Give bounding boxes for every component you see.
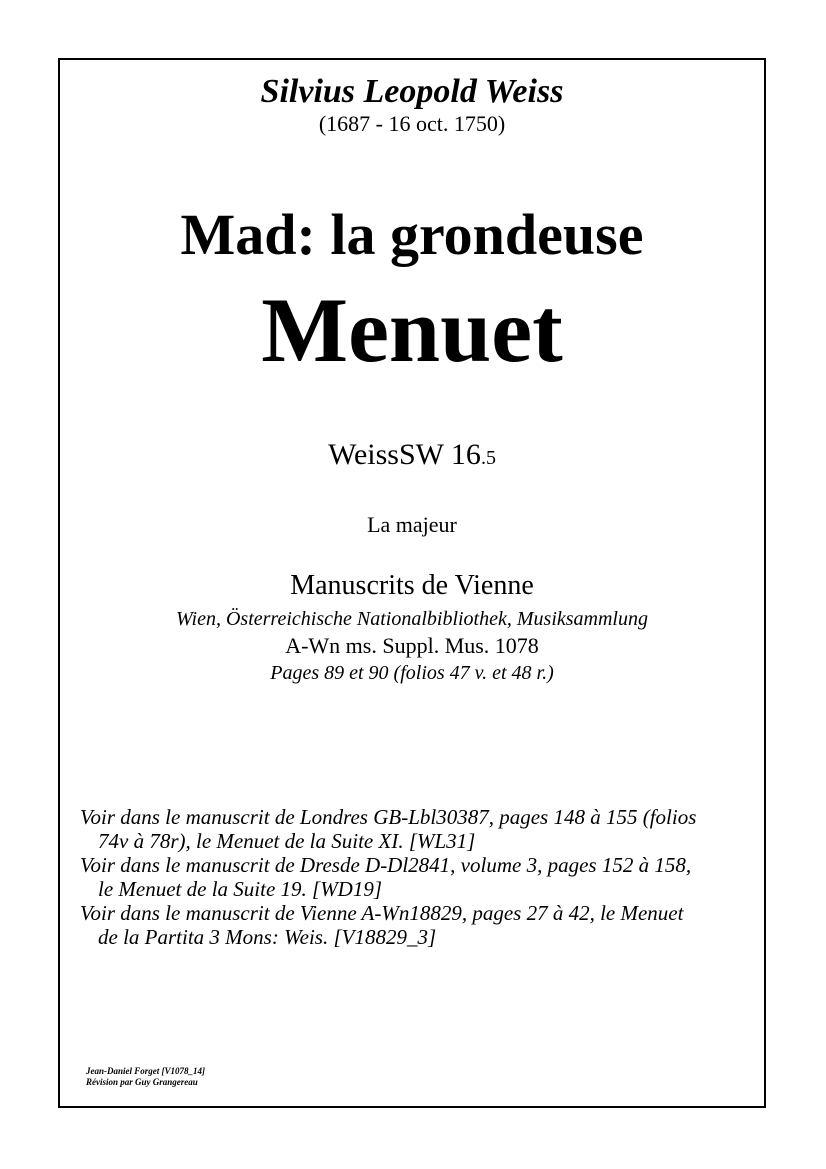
composer-dates: (1687 - 16 oct. 1750) (318, 111, 506, 136)
piece-subtitle: Menuet (261, 279, 563, 381)
catalog-sub: .5 (480, 447, 496, 469)
concordance-line: le Menuet de la Suite 19. [WD19] (98, 877, 383, 901)
composer-name: Silvius Leopold Weiss (260, 73, 564, 110)
key-signature: La majeur (367, 512, 457, 537)
concordance-line: 74v à 78r), le Menuet de la Suite XI. [WL31] (98, 829, 476, 853)
credit-revision: Révision par Guy Grangereau (86, 1077, 198, 1087)
manuscript-shelfmark: A-Wn ms. Suppl. Mus. 1078 (285, 633, 539, 658)
manuscript-title: Manuscrits de Vienne (290, 570, 534, 601)
concordance-line: de la Partita 3 Mons: Weis. [V18829_3] (98, 925, 437, 949)
credits (86, 1066, 205, 1088)
piece-title: Mad: la grondeuse (180, 202, 644, 267)
concordance-notes (80, 805, 750, 949)
catalog-main: WeissSW 16 (328, 438, 481, 471)
manuscript-pages: Pages 89 et 90 (folios 47 v. et 48 r.) (270, 662, 554, 684)
concordance-line: Voir dans le manuscrit de Londres GB-Lbl30387, pages 148 à 155 (folios (80, 805, 697, 829)
concordance-line: Voir dans le manuscrit de Dresde D-Dl2841, volume 3, pages 152 à 158, (80, 853, 692, 877)
catalog-number (58, 436, 766, 477)
credit-author: Jean-Daniel Forget [V1078_14] (86, 1066, 205, 1076)
manuscript-library: Wien, Österreichische Nationalbibliothek, Musiksammlung (176, 608, 648, 630)
concordance-line: Voir dans le manuscrit de Vienne A-Wn18829, pages 27 à 42, le Menuet (80, 901, 684, 925)
